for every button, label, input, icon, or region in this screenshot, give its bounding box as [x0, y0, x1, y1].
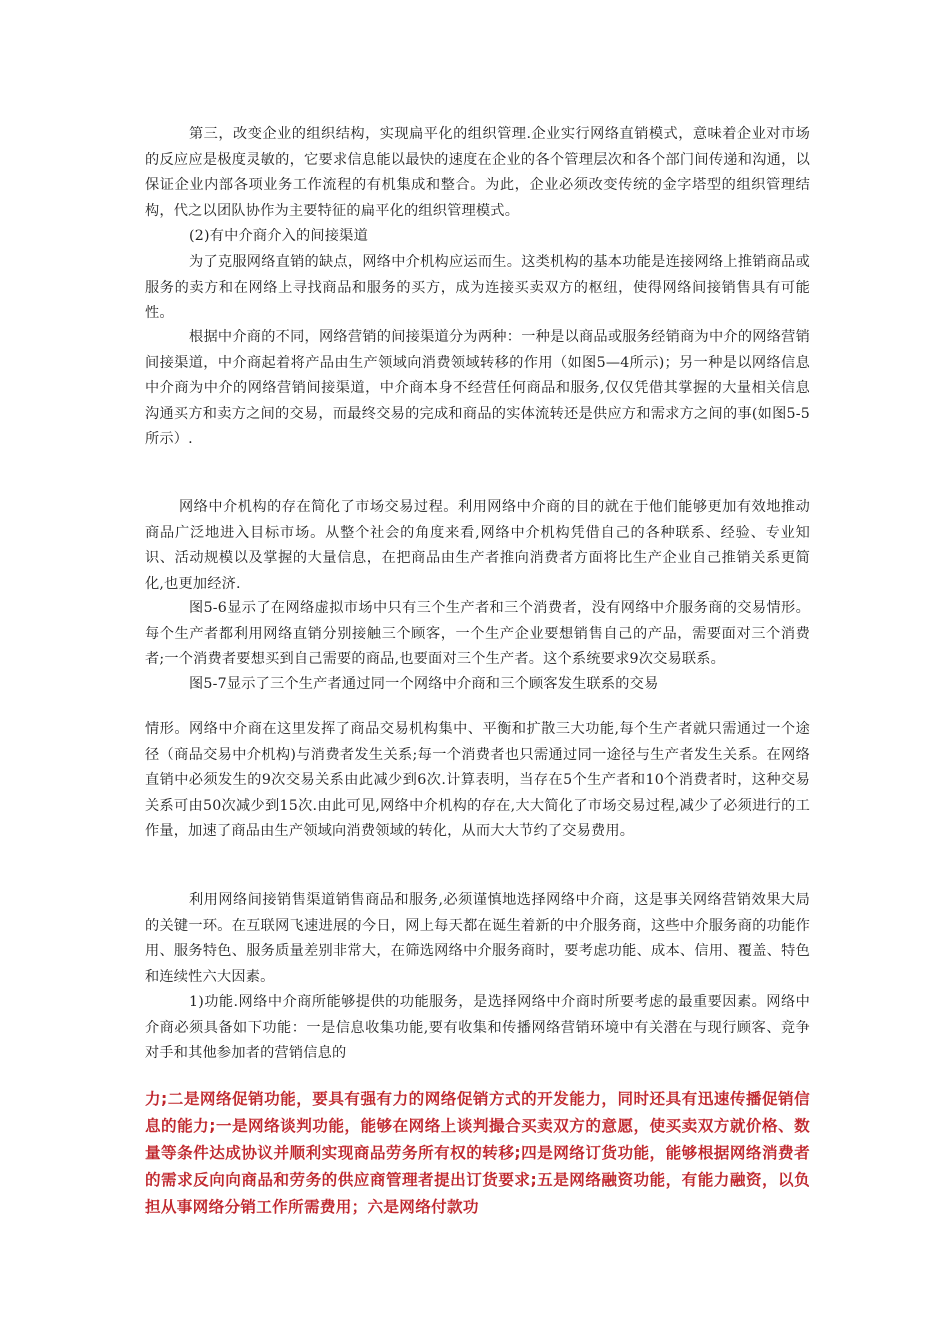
paragraph-simplify-market: 网络中介机构的存在简化了市场交易过程。利用网络中介商的目的就在于他们能够更加有效地推动商品广泛地进入目标市场。从整个社会的角度来看,网络中介机构凭借自己的各种联系、经验、专业知识、活动规模以及掌握的大量信息，在把商品由生产者推向消费者方面将比生产企业自己推销关系更简化,也更加经济. — [145, 499, 810, 592]
paragraph-org-structure: 第三，改变企业的组织结构，实现扁平化的组织管理.企业实行网络直销模式，意味着企业对市场的反应应是极度灵敏的，它要求信息能以最快的速度在企业的各个管理层次和各个部门间传递和沟通，以保证企业内部各项业务工作流程的有机集成和整合。为此，企业必须改变传统的金字塔型的组织管理结构，代之以团队协作为主要特征的扁平化的组织管理模式。 — [145, 126, 810, 219]
paragraph-intermediary-origin: 为了克服网络直销的缺点，网络中介机构应运而生。这类机构的基本功能是连接网络上推销商品或服务的卖方和在网络上寻找商品和服务的买方，成为连接买卖双方的枢纽，使得网络间接销售具有可能性。 — [145, 254, 810, 321]
paragraph-choose-intermediary: 利用网络间接销售渠道销售商品和服务,必须谨慎地选择网络中介商，这是事关网络营销效果大局的关键一环。在互联网飞速进展的今日，网上每天都在诞生着新的中介服务商，这些中介服务商的功能作用、服务特色、服务质量差别非常大，在筛选网络中介服务商时，要考虑功能、成本、信用、覆盖、特色和连续性六大因素。 — [145, 892, 810, 985]
paragraph-figure-5-6: 图5-6显示了在网络虚拟市场中只有三个生产者和三个消费者，没有网络中介服务商的交易情形。每个生产者都利用网络直销分别接触三个顾客，一个生产企业要想销售自己的产品，需要面对三个消费者;一个消费者要想买到自己需要的商品,也要面对三个生产者。这个系统要求9次交易联系。 — [145, 600, 810, 667]
paragraph-channel-types: 根据中介商的不同，网络营销的间接渠道分为两种：一种是以商品或服务经销商为中介的网络营销间接渠道，中介商起着将产品由生产领域向消费领域转移的作用（如图5—4所示)；另一种是以网络信息中介商为中介的网络营销间接渠道，中介商本身不经营任何商品和服务,仅仅凭借其掌握的大量相关信息沟通买方和卖方之间的交易，而最终交易的完成和商品的实体流转还是供应方和需求方之间的事(如图5-5所示）. — [145, 329, 810, 447]
paragraph-highlighted-functions: 力;二是网络促销功能，要具有强有力的网络促销方式的开发能力，同时还具有迅速传播促销信息的能力;一是网络谈判功能，能够在网络上谈判撮合买卖双方的意愿，使买卖双方就价格、数量等条件达成协议并顺利实现商品劳务所有权的转移;四是网络订货功能，能够根据网络消费者的需求反向向商品和劳务的供应商管理者提出订货要求;五是网络融资功能，有能力融资，以负担从事网络分销工作所需费用；六是网络付款功 — [145, 1090, 810, 1216]
paragraph-transaction-reduction: 情形。网络中介商在这里发挥了商品交易机构集中、平衡和扩散三大功能,每个生产者就只需通过一个途径（商品交易中介机构)与消费者发生关系;每一个消费者也只需通过同一途径与生产者发生关系。在网络直销中必须发生的9次交易关系由此减少到6次.计算表明，当存在5个生产者和10个消费者时，这种交易关系可由50次减少到15次.由此可见,网络中介机构的存在,大大简化了市场交易过程,减少了必须进行的工作量，加速了商品由生产领域向消费领域的转化，从而大大节约了交易费用。 — [145, 721, 810, 839]
section-heading-indirect-channel: (2)有中介商介入的间接渠道 — [189, 228, 368, 244]
paragraph-function-factor: 1)功能.网络中介商所能够提供的功能服务，是选择网络中介商时所要考虑的最重要因素。网络中介商必须具备如下功能：一是信息收集功能,要有收集和传播网络营销环境中有关潜在与现行顾客、竞争对手和其他参加者的营销信息的 — [145, 994, 810, 1061]
paragraph-figure-5-7: 图5-7显示了三个生产者通过同一个网络中介商和三个顾客发生联系的交易 — [189, 676, 659, 692]
